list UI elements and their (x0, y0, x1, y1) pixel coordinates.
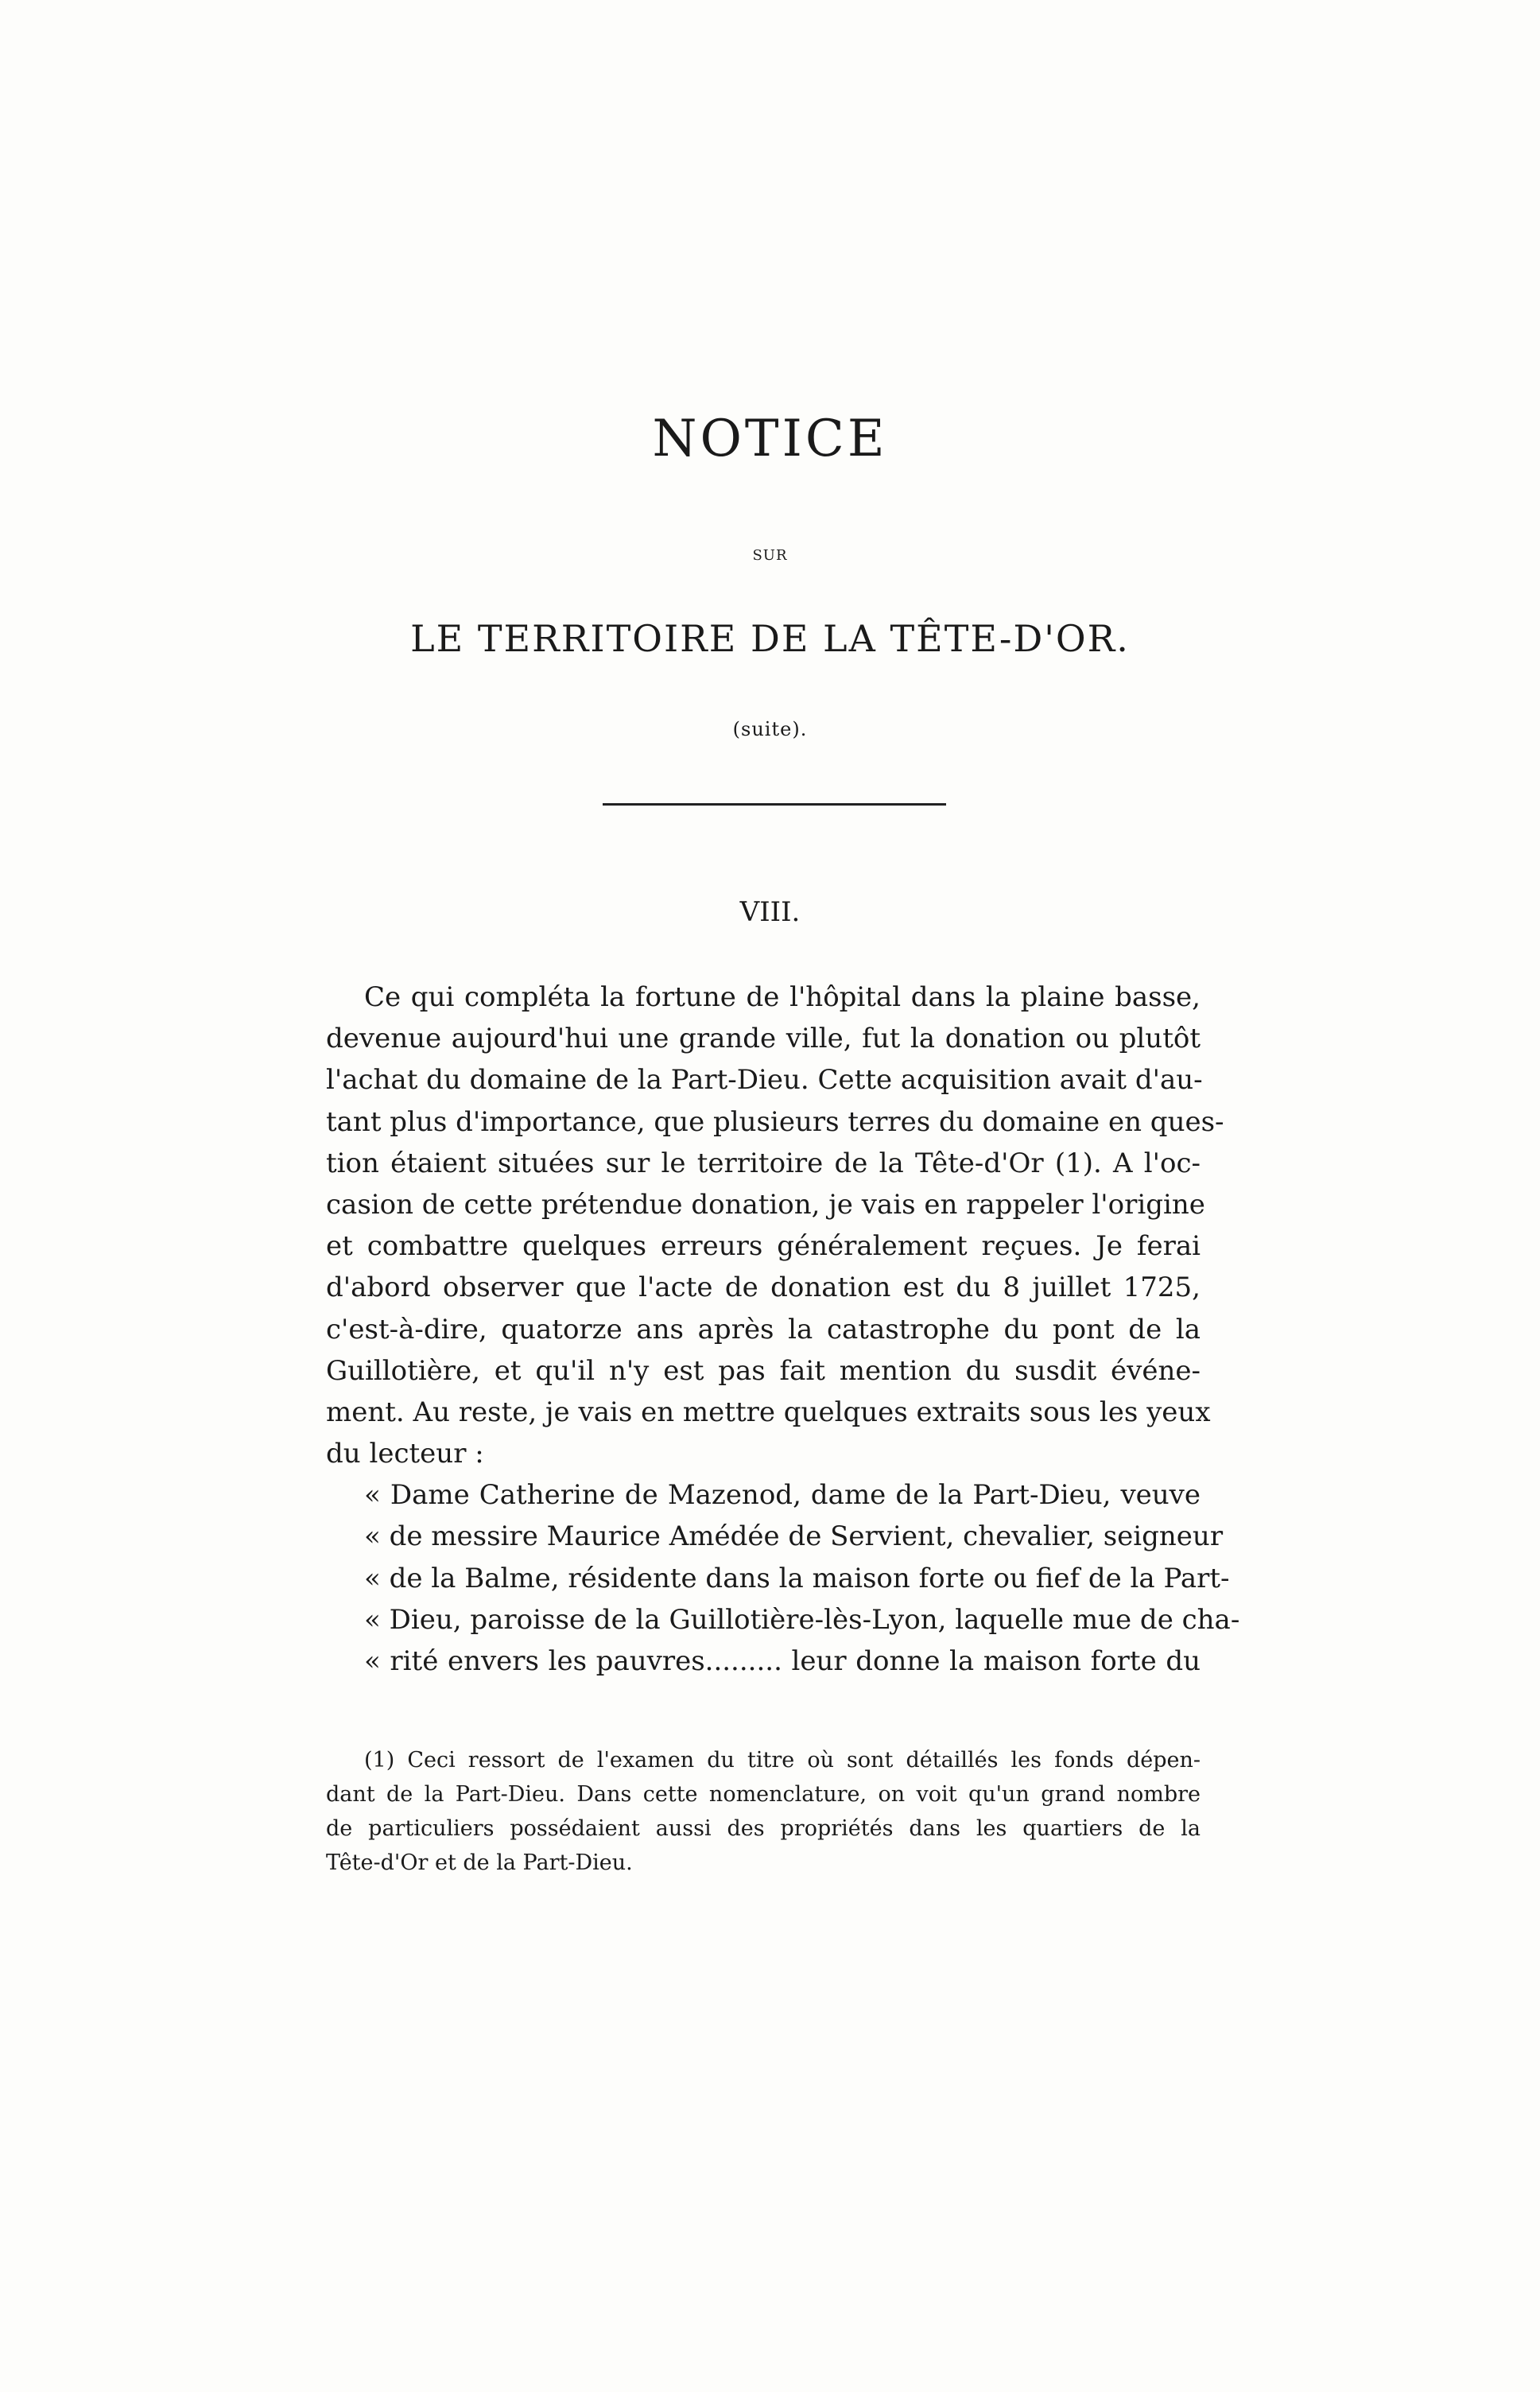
body-line: ment. Au reste, je vais en mettre quelques extraits sous les yeux (326, 1396, 1211, 1428)
quote-line: « Dame Catherine de Mazenod, dame de la Part-Dieu, veuve (364, 1479, 1201, 1512)
body-line: tion étaient situées sur le territoire de la Tête-d'Or (1). A l'oc- (326, 1147, 1201, 1179)
body-line: c'est-à-dire, quatorze ans après la catastrophe du pont de la (326, 1313, 1201, 1346)
footnote-line: Tête-d'Or et de la Part-Dieu. (326, 1850, 633, 1875)
body-text (326, 977, 1240, 1682)
body-line: Ce qui compléta la fortune de l'hôpital dans la plaine basse, (364, 981, 1201, 1013)
continuation-label: (suite). (732, 718, 808, 740)
body-line: du lecteur : (326, 1438, 484, 1470)
body-line: Guillotière, et qu'il n'y est pas fait mention du susdit événe- (326, 1354, 1201, 1387)
quote-line: « Dieu, paroisse de la Guillotière-lès-Lyon, laquelle mue de cha- (364, 1603, 1240, 1636)
page-title: NOTICE (652, 410, 888, 468)
body-line: d'abord observer que l'acte de donation est du 8 juillet 1725, (326, 1272, 1201, 1304)
body-line: devenue aujourd'hui une grande ville, fut la donation ou plutôt (326, 1023, 1201, 1055)
section-number: VIII. (739, 896, 801, 928)
footnote-line: (1) Ceci ressort de l'examen du titre où sont détaillés les fonds dépen- (364, 1748, 1201, 1773)
quote-line: « de la Balme, résidente dans la maison forte ou fief de la Part- (364, 1562, 1230, 1594)
footnote (326, 1743, 1201, 1880)
quote-line: « rité envers les pauvres......... leur donne la maison forte du (364, 1645, 1201, 1677)
footnote-line: dant de la Part-Dieu. Dans cette nomenclature, on voit qu'un grand nombre (326, 1782, 1201, 1807)
body-line: l'achat du domaine de la Part-Dieu. Cette acquisition avait d'au- (326, 1064, 1203, 1097)
page-subtitle: LE TERRITOIRE DE LA TÊTE-D'OR. (410, 617, 1130, 660)
body-line: casion de cette prétendue donation, je vais en rappeler l'origine (326, 1188, 1205, 1221)
footnote-line: de particuliers possédaient aussi des propriétés dans les quartiers de la (326, 1816, 1201, 1841)
title-divider (603, 803, 946, 806)
title-connector: SUR (752, 547, 788, 564)
quote-line: « de messire Maurice Amédée de Servient, chevalier, seigneur (364, 1520, 1224, 1553)
body-line: tant plus d'importance, que plusieurs terres du domaine en ques- (326, 1105, 1224, 1138)
body-line: et combattre quelques erreurs généralement reçues. Je ferai (326, 1230, 1201, 1263)
